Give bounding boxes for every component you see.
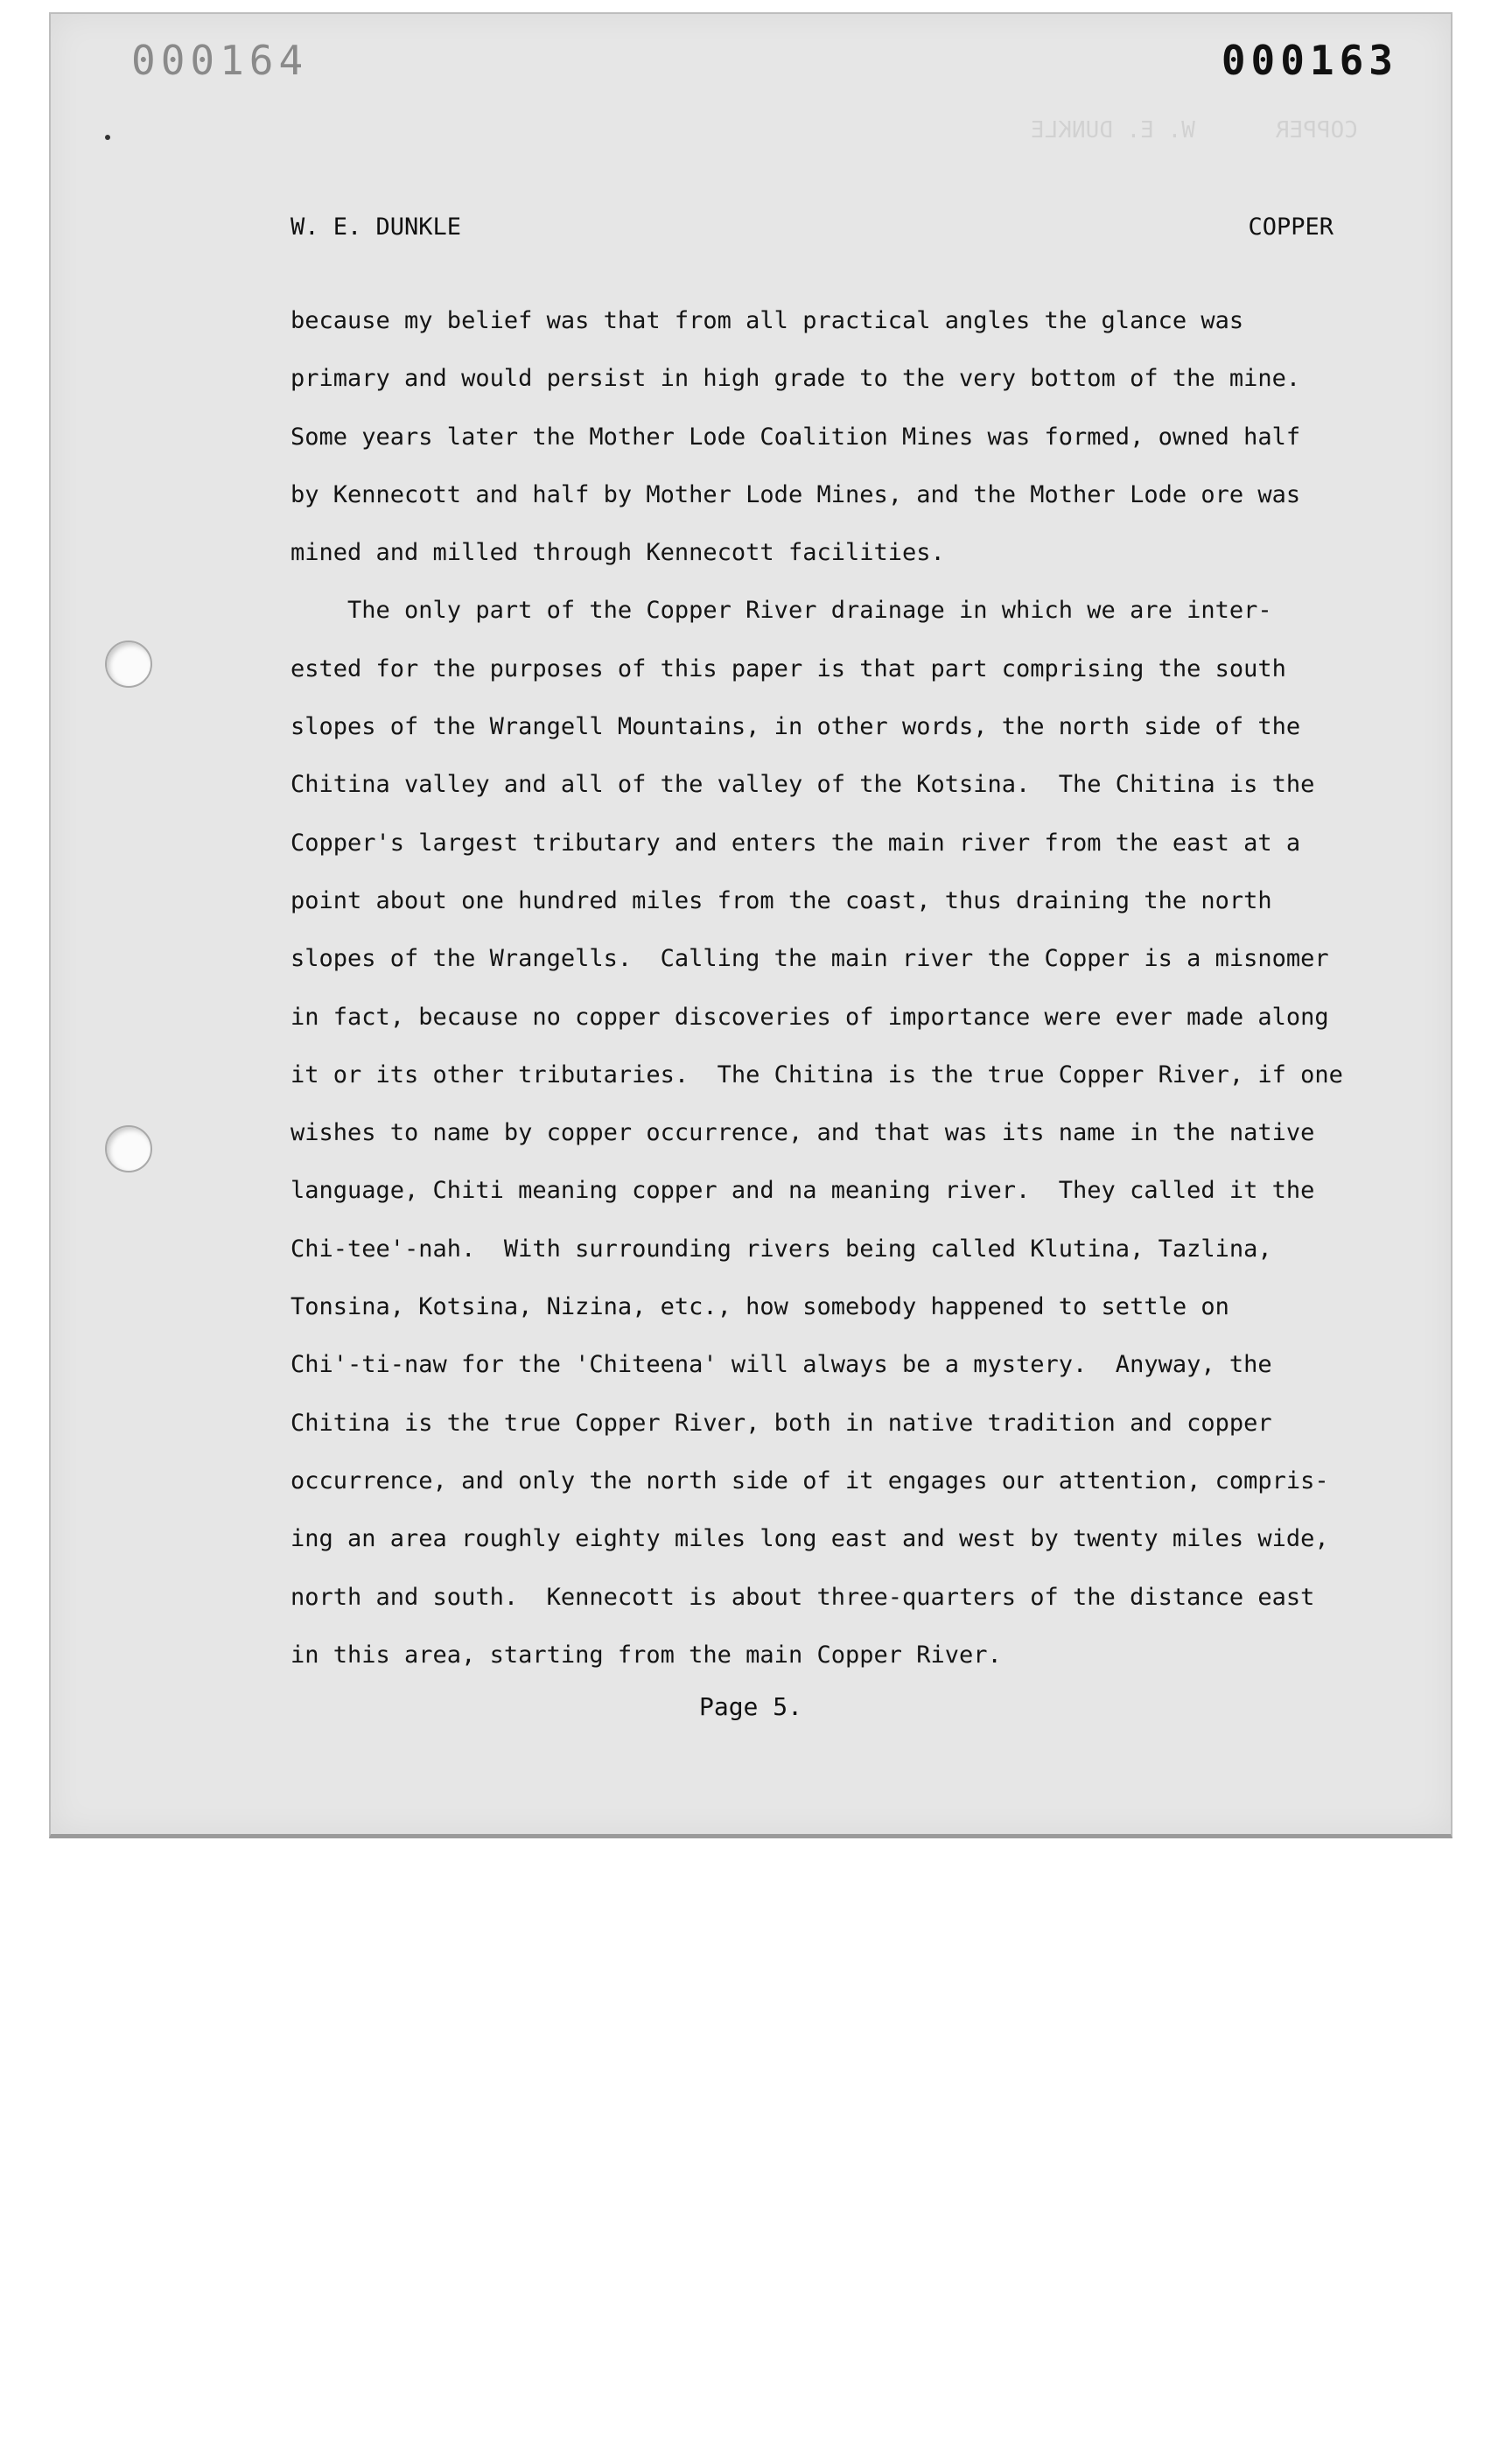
subject-label: COPPER (1248, 214, 1334, 241)
text-line: Chitina is the true Copper River, both in native tradition and copper (290, 1409, 1272, 1437)
page-number: Page 5. (698, 1692, 802, 1721)
text-line: ing an area roughly eighty miles long east and west by twenty miles wide, (290, 1525, 1329, 1553)
bleed-through-text: COPPER (1276, 117, 1358, 144)
text-line: in fact, because no copper discoveries of importance were ever made along (290, 1003, 1329, 1031)
punch-hole (105, 1125, 152, 1172)
document-stamp-right: 000163 (1221, 37, 1398, 84)
text-line: north and south. Kennecott is about three-quarters of the distance east (290, 1583, 1315, 1611)
bleed-through-text: W. E. DUNKLE (1031, 117, 1195, 144)
text-line: Chi-tee'-nah. With surrounding rivers being called Klutina, Tazlina, (290, 1235, 1272, 1263)
text-line: slopes of the Wrangells. Calling the main river the Copper is a misnomer (290, 945, 1329, 973)
punch-hole (105, 640, 152, 688)
text-line: Copper's largest tributary and enters the main river from the east at a (290, 829, 1301, 857)
text-line: Chitina valley and all of the valley of the Kotsina. The Chitina is the (290, 771, 1315, 799)
body-text (290, 292, 1410, 1684)
text-line: mined and milled through Kennecott facilities. (290, 539, 945, 567)
text-line: point about one hundred miles from the coast, thus draining the north (290, 886, 1272, 914)
text-line: by Kennecott and half by Mother Lode Mines, and the Mother Lode ore was (290, 480, 1301, 508)
text-line: in this area, starting from the main Copper River. (290, 1641, 1002, 1669)
text-line: slopes of the Wrangell Mountains, in other words, the north side of the (290, 713, 1301, 741)
document-stamp-left: 000164 (131, 37, 309, 84)
text-line: Tonsina, Kotsina, Nizina, etc., how somebody happened to settle on (290, 1293, 1229, 1321)
text-line: it or its other tributaries. The Chitina is the true Copper River, if one (290, 1060, 1343, 1088)
text-line: primary and would persist in high grade to the very bottom of the mine. (290, 365, 1301, 393)
author-name: W. E. DUNKLE (290, 214, 462, 241)
text-line: occurrence, and only the north side of it engages our attention, compris- (290, 1466, 1329, 1494)
text-line: Some years later the Mother Lode Coalition Mines was formed, owned half (290, 423, 1301, 451)
text-line: language, Chiti meaning copper and na meaning river. They called it the (290, 1177, 1315, 1205)
ink-dot (105, 135, 110, 140)
text-line: ested for the purposes of this paper is that part comprising the south (290, 654, 1286, 682)
text-line: because my belief was that from all practical angles the glance was (290, 307, 1244, 334)
document-page (49, 12, 1452, 1838)
text-line: Chi'-ti-naw for the 'Chiteena' will always be a mystery. Anyway, the (290, 1351, 1272, 1379)
text-line: wishes to name by copper occurrence, and that was its name in the native (290, 1119, 1315, 1147)
text-line: The only part of the Copper River drainage in which we are inter- (290, 597, 1272, 625)
